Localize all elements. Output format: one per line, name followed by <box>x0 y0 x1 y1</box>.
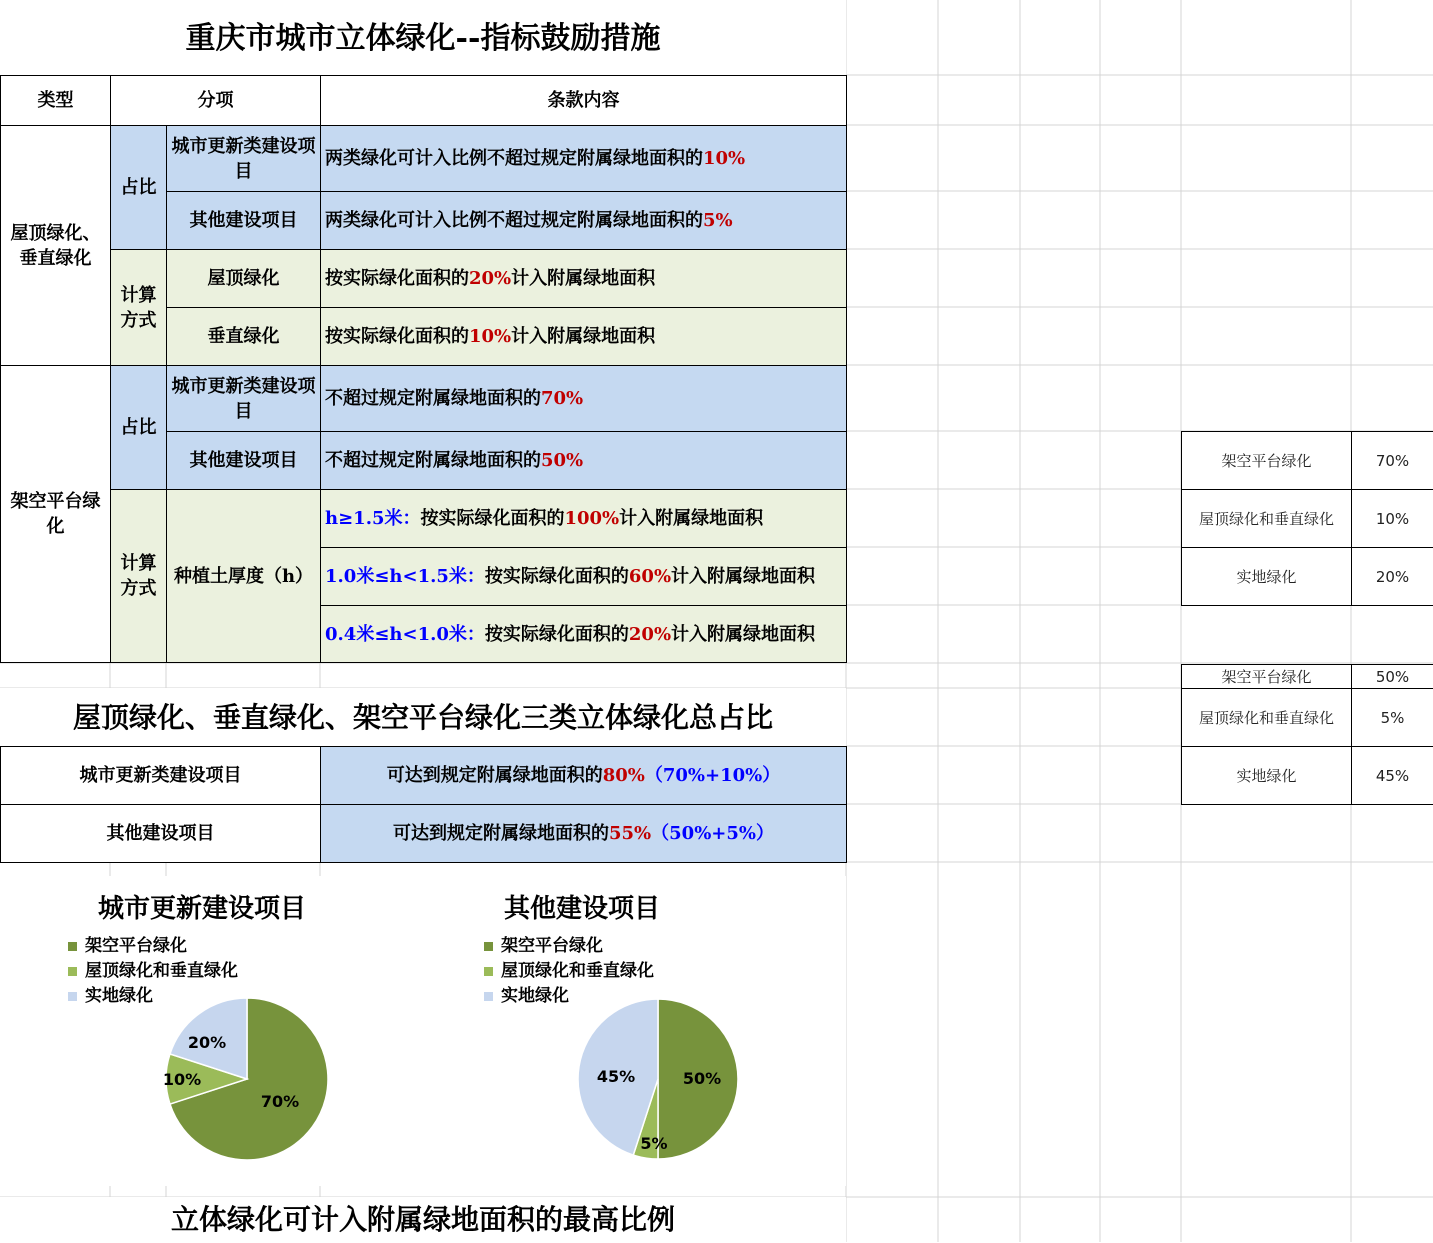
clause-value: 100% <box>564 508 619 529</box>
clause-text: 按实际绿化面积的 <box>325 326 469 347</box>
side-value: 5% <box>1352 689 1433 747</box>
main-title: 重庆市城市立体绿化--指标鼓励措施 <box>0 0 846 75</box>
total-urban-content <box>321 747 847 805</box>
clause-text: 按实际绿化面积的 <box>325 268 469 289</box>
platform-ratio-other-label: 其他建设项目 <box>167 432 321 490</box>
pie-data-label: 70% <box>261 1092 299 1111</box>
clause-formula: （50%+5%） <box>651 823 774 844</box>
chart-title: 其他建设项目 <box>504 888 660 925</box>
platform-soil-label: 种植土厚度（h） <box>167 490 321 663</box>
header-content: 条款内容 <box>321 76 847 126</box>
clause-text: 计入附属绿地面积 <box>511 268 655 289</box>
side-table-other <box>1181 664 1433 805</box>
footer-title: 立体绿化可计入附属绿地面积的最高比例 <box>0 1197 846 1242</box>
platform-ratio-label: 占比 <box>111 366 167 490</box>
side-value: 50% <box>1352 665 1433 689</box>
category-roof-vertical: 屋顶绿化、垂直绿化 <box>1 126 111 366</box>
clause-condition: h≥1.5米： <box>325 508 420 529</box>
platform-calc-row <box>321 548 847 606</box>
clause-value: 55% <box>609 823 651 844</box>
pie-data-label: 5% <box>640 1134 667 1153</box>
clause-text: 两类绿化可计入比例不超过规定附属绿地面积的 <box>325 210 703 231</box>
total-urban-label: 城市更新类建设项目 <box>1 747 321 805</box>
clause-value: 10% <box>703 148 745 169</box>
clause-value: 50% <box>541 450 583 471</box>
clause-value: 20% <box>629 624 671 645</box>
pie-chart <box>0 876 420 1186</box>
clause-text: 不超过规定附属绿地面积的 <box>325 450 541 471</box>
header-type: 类型 <box>1 76 111 126</box>
platform-calc-label: 计算方式 <box>111 490 167 663</box>
total-other-label: 其他建设项目 <box>1 805 321 863</box>
pie-chart <box>420 876 846 1186</box>
legend-label: 屋顶绿化和垂直绿化 <box>85 961 238 981</box>
clause-text: 不超过规定附属绿地面积的 <box>325 388 541 409</box>
clause-text: 计入附属绿地面积 <box>619 508 763 529</box>
pie-data-label: 20% <box>188 1033 226 1052</box>
side-table-urban <box>1181 431 1433 606</box>
clause-text: 计入附属绿地面积 <box>671 566 815 587</box>
clause-value: 5% <box>703 210 733 231</box>
clause-value: 60% <box>629 566 671 587</box>
side-value: 45% <box>1352 747 1433 805</box>
platform-ratio-other-content <box>321 432 847 490</box>
side-value: 20% <box>1352 548 1433 606</box>
roof-calc-roof-label: 屋顶绿化 <box>167 250 321 308</box>
total-other-content <box>321 805 847 863</box>
clause-text: 按实际绿化面积的 <box>485 566 629 587</box>
side-value: 10% <box>1352 490 1433 548</box>
clause-value: 10% <box>469 326 511 347</box>
roof-ratio-urban-label: 城市更新类建设项目 <box>167 126 321 192</box>
clause-text: 计入附属绿地面积 <box>511 326 655 347</box>
roof-ratio-urban-content <box>321 126 847 192</box>
platform-calc-row <box>321 606 847 663</box>
clause-condition: 0.4米≤h<1.0米： <box>325 624 485 645</box>
roof-calc-vertical-content <box>321 308 847 366</box>
side-label: 屋顶绿化和垂直绿化 <box>1182 490 1352 548</box>
roof-ratio-other-label: 其他建设项目 <box>167 192 321 250</box>
side-label: 架空平台绿化 <box>1182 432 1352 490</box>
side-label: 架空平台绿化 <box>1182 665 1352 689</box>
clause-text: 可达到规定附属绿地面积的 <box>387 765 603 786</box>
clause-condition: 1.0米≤h<1.5米： <box>325 566 485 587</box>
side-label: 实地绿化 <box>1182 747 1352 805</box>
clause-text: 按实际绿化面积的 <box>485 624 629 645</box>
platform-ratio-urban-label: 城市更新类建设项目 <box>167 366 321 432</box>
platform-calc-row <box>321 490 847 548</box>
legend-label: 实地绿化 <box>85 986 153 1006</box>
roof-calc-label: 计算方式 <box>111 250 167 366</box>
pie-data-label: 10% <box>163 1070 201 1089</box>
clause-text: 两类绿化可计入比例不超过规定附属绿地面积的 <box>325 148 703 169</box>
platform-ratio-urban-content <box>321 366 847 432</box>
clause-formula: （70%+10%） <box>645 765 780 786</box>
total-ratio-title: 屋顶绿化、垂直绿化、架空平台绿化三类立体绿化总占比 <box>0 688 846 746</box>
chart-urban[interactable] <box>0 876 420 1186</box>
side-label: 屋顶绿化和垂直绿化 <box>1182 689 1352 747</box>
pie-data-label: 45% <box>597 1067 635 1086</box>
header-item: 分项 <box>111 76 321 126</box>
clause-text: 计入附属绿地面积 <box>671 624 815 645</box>
legend-label: 架空平台绿化 <box>501 936 603 956</box>
legend-label: 实地绿化 <box>501 986 569 1006</box>
roof-ratio-label: 占比 <box>111 126 167 250</box>
chart-title: 城市更新建设项目 <box>98 888 306 925</box>
clause-value: 20% <box>469 268 511 289</box>
category-platform: 架空平台绿化 <box>1 366 111 663</box>
roof-calc-vertical-label: 垂直绿化 <box>167 308 321 366</box>
legend-label: 屋顶绿化和垂直绿化 <box>501 961 654 981</box>
roof-ratio-other-content <box>321 192 847 250</box>
total-ratio-table <box>0 746 847 863</box>
legend-label: 架空平台绿化 <box>85 936 187 956</box>
pie-data-label: 50% <box>683 1069 721 1088</box>
side-value: 70% <box>1352 432 1433 490</box>
incentive-table <box>0 75 847 663</box>
clause-value: 80% <box>603 765 645 786</box>
clause-text: 按实际绿化面积的 <box>420 508 564 529</box>
clause-text: 可达到规定附属绿地面积的 <box>393 823 609 844</box>
clause-value: 70% <box>541 388 583 409</box>
chart-other[interactable] <box>420 876 846 1186</box>
side-label: 实地绿化 <box>1182 548 1352 606</box>
roof-calc-roof-content <box>321 250 847 308</box>
